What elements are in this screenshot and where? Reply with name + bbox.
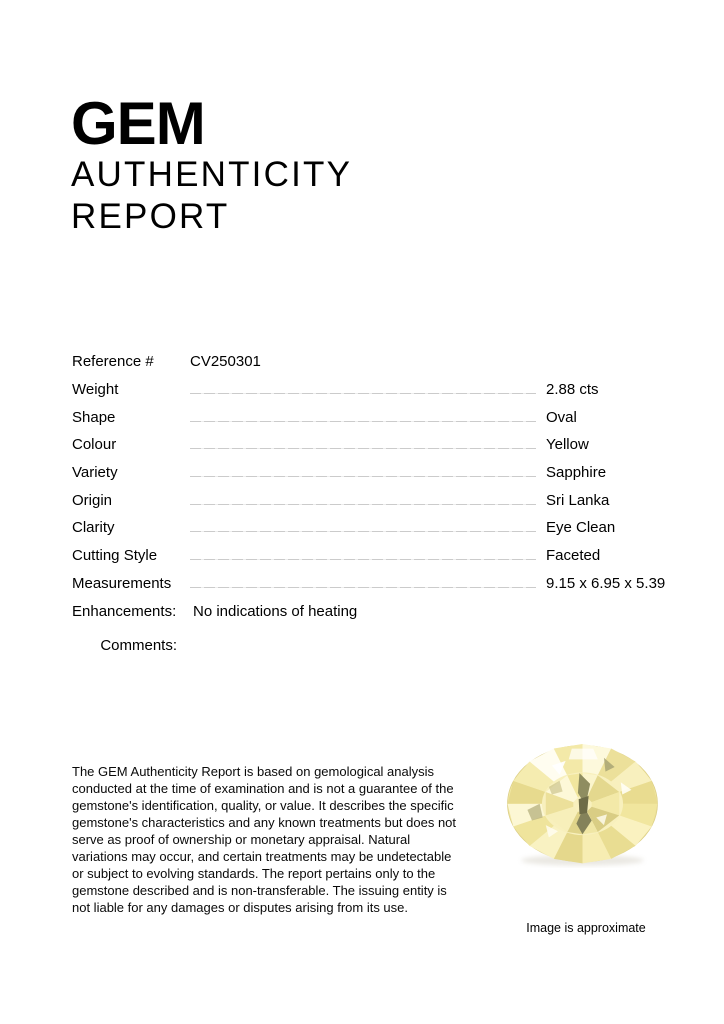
photo-caption: Image is approximate [526, 921, 646, 935]
field-row-variety [72, 459, 652, 487]
field-value: 2.88 cts [546, 381, 599, 399]
field-label: Shape [72, 408, 116, 426]
leader-line [190, 559, 536, 560]
field-value: Sri Lanka [546, 491, 610, 509]
field-label: Clarity [72, 519, 115, 537]
field-value: Yellow [546, 436, 589, 454]
field-label: Measurements [72, 574, 172, 592]
gem-photo [506, 744, 659, 868]
leader-line [190, 504, 536, 505]
leader-line [190, 587, 536, 588]
field-row-colour [72, 431, 652, 459]
leader-line [190, 476, 536, 477]
disclaimer-text: The GEM Authenticity Report is based on gemological analysis conducted at the time of examination and is not a guarantee of the gemstone's identification, quality, or value. It describes the specific gemstone's characteristics and any known treatments but does not serve as proof of ownership or monetary appraisal. Natural variations may occur, and certain treatments may be undetectable or subject to evolving standards. The report pertains only to the gemstone described and is non-transferable. The issuing entity is not liable for any damages or disputes arising from its use. [72, 764, 457, 915]
field-label: Variety [72, 464, 118, 482]
field-value: Faceted [546, 547, 601, 565]
field-row-weight [72, 376, 652, 404]
field-value: 9.15 x 6.95 x 5.39 [546, 574, 666, 592]
field-value: Oval [546, 408, 577, 426]
report-subtitle-line2: REPORT [71, 197, 230, 236]
field-value: No indications of heating [193, 602, 358, 620]
field-row-reference [72, 348, 652, 376]
field-row-enhancements [72, 597, 652, 625]
field-row-shape [72, 403, 652, 431]
field-label: Cutting Style [72, 547, 158, 565]
leader-line [190, 531, 536, 532]
field-label: Comments: [100, 636, 177, 654]
leader-line [190, 421, 536, 422]
field-value: CV250301 [190, 353, 261, 371]
report-title: GEM [71, 90, 205, 157]
field-label: Origin [72, 491, 113, 509]
field-value: Sapphire [546, 464, 607, 482]
leader-line [190, 393, 536, 394]
gem-attributes-list [72, 348, 666, 659]
field-row-origin [72, 486, 652, 514]
field-row-clarity [72, 514, 652, 542]
field-label: Reference # [72, 353, 154, 371]
gem-image [506, 744, 659, 868]
report-subtitle-line1: AUTHENTICITY [71, 155, 353, 194]
field-label: Enhancements: [72, 602, 177, 620]
field-value: Eye Clean [546, 519, 616, 537]
field-label: Weight [72, 381, 119, 399]
field-row-comments [72, 631, 652, 659]
field-label: Colour [72, 436, 117, 454]
field-row-cutting-style [72, 542, 652, 570]
leader-line [190, 448, 536, 449]
field-row-measurements [72, 570, 666, 598]
report-title-block [71, 90, 353, 238]
